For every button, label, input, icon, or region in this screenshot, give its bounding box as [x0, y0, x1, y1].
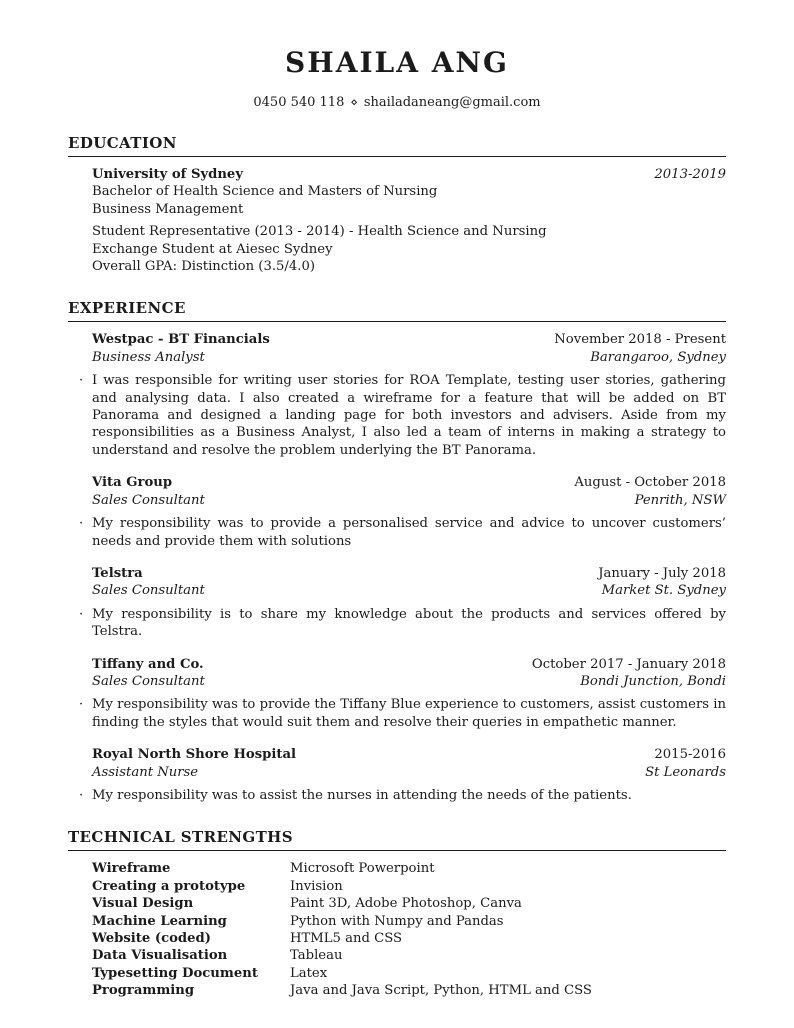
company-name: Telstra [92, 565, 143, 581]
company-name: Tiffany and Co. [92, 656, 204, 672]
bullet-text: My responsibility was to assist the nurses in attending the needs of the patients. [92, 787, 632, 803]
bullet-text: My responsibility was to provide the Tiffany Blue experience to customers, assist customers in finding the styles that would suit them and resolve their queries in empathetic manner. [92, 697, 726, 730]
bullet-item [79, 372, 726, 459]
bullet-item [79, 515, 726, 550]
experience-section [68, 299, 726, 804]
entry-date: October 2017 - January 2018 [531, 656, 726, 672]
skill-label: Machine Learning [92, 913, 227, 929]
skill-value: Invision [290, 878, 343, 894]
experience-heading: EXPERIENCE [68, 299, 726, 322]
skill-row [92, 930, 726, 947]
contact-line [68, 95, 726, 110]
entry-date: November 2018 - Present [554, 332, 726, 348]
job-title: Sales Consultant [92, 492, 205, 508]
bullet-item [79, 787, 726, 804]
job-title: Assistant Nurse [92, 764, 199, 780]
skill-row [92, 895, 726, 912]
entry-date: August - October 2018 [574, 475, 726, 491]
experience-entry [79, 331, 726, 459]
education-section [68, 134, 726, 275]
skill-value: Microsoft Powerpoint [290, 861, 435, 877]
skill-value: Paint 3D, Adobe Photoshop, Canva [290, 896, 522, 912]
skill-row [92, 982, 726, 999]
job-title: Sales Consultant [92, 673, 205, 689]
experience-entry [79, 474, 726, 550]
activity-line: Overall GPA: Distinction (3.5/4.0) [92, 259, 315, 275]
skill-label: Website (coded) [92, 931, 211, 946]
job-location: Barangaroo, Sydney [590, 349, 726, 365]
email-address: shailadaneang@gmail.com [363, 95, 541, 110]
bullet-text: My responsibility was to provide a personalised service and advice to uncover customers’ needs and provide them with solutions [92, 516, 726, 549]
skill-row [92, 965, 726, 982]
phone-number: 0450 540 118 [253, 95, 345, 110]
skill-label: Typesetting Document [92, 965, 258, 981]
technical-strengths-section [68, 828, 726, 999]
bullet-marker: · [79, 606, 84, 622]
bullet-marker: · [79, 373, 84, 389]
diamond-separator-icon: ⋄ [350, 95, 358, 109]
skill-label: Creating a prototype [92, 878, 246, 894]
skill-value: Latex [290, 965, 328, 981]
job-location: Bondi Junction, Bondi [580, 673, 726, 689]
bullet-marker: · [79, 697, 84, 713]
bullet-marker: · [79, 787, 84, 803]
company-name: Royal North Shore Hospital [92, 747, 297, 763]
skill-label: Programming [92, 983, 195, 999]
entry-date: 2015-2016 [654, 747, 726, 763]
skill-row [92, 947, 726, 964]
bullet-item [79, 606, 726, 641]
company-name: Vita Group [92, 475, 173, 491]
education-entry [92, 166, 726, 275]
skill-label: Visual Design [92, 896, 194, 912]
bullet-text: I was responsible for writing user stories for ROA Template, testing user stories, gathering and analysing data. I also created a wireframe for a feature that will be added on BT Panorama and designed a landing page for both investors and advisers. Aside from my responsibilities as a Business Analyst, I also led a team of interns in making a strategy to understand and resolve the problem underlying the BT Panorama. [92, 373, 726, 458]
bullet-text: My responsibility is to share my knowledge about the products and services offered by Telstra. [92, 606, 726, 640]
skill-row [92, 878, 726, 895]
experience-entry [79, 656, 726, 732]
page-title: SHAILA ANG [285, 46, 509, 79]
skill-value: Python with Numpy and Pandas [290, 913, 504, 929]
job-title: Business Analyst [92, 349, 205, 365]
skill-value: Java and Java Script, Python, HTML and CSS [290, 983, 592, 999]
skill-value: HTML5 and CSS [290, 931, 403, 946]
technical-strengths-heading: TECHNICAL STRENGTHS [68, 828, 726, 851]
job-title: Sales Consultant [92, 583, 205, 599]
activity-line: Exchange Student at Aiesec Sydney [92, 241, 333, 257]
education-heading: EDUCATION [68, 134, 726, 157]
skill-label: Wireframe [92, 861, 171, 877]
degree-line: Bachelor of Health Science and Masters of Nursing [92, 184, 438, 200]
skill-label: Data Visualisation [92, 948, 228, 964]
activity-line: Student Representative (2013 - 2014) - Health Science and Nursing [92, 224, 547, 240]
experience-entry [79, 565, 726, 641]
skill-value: Tableau [290, 948, 343, 964]
experience-entry [79, 746, 726, 804]
bullet-marker: · [79, 516, 84, 532]
skill-row [92, 860, 726, 877]
skill-row [92, 913, 726, 930]
job-location: Market St. Sydney [601, 583, 726, 599]
entry-date: January - July 2018 [598, 565, 726, 581]
education-dates: 2013-2019 [654, 167, 726, 182]
company-name: Westpac - BT Financials [92, 332, 270, 348]
job-location: St Leonards [645, 764, 726, 780]
bullet-item [79, 696, 726, 731]
degree-line: Business Management [92, 201, 244, 217]
job-location: Penrith, NSW [634, 492, 726, 508]
school-name: University of Sydney [92, 167, 243, 182]
